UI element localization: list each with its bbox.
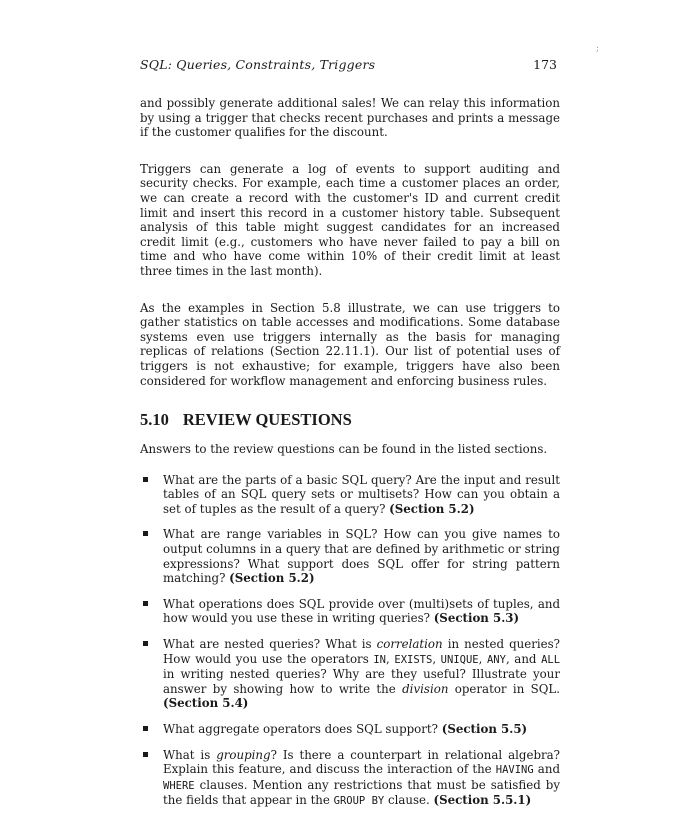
paragraph-1: and possibly generate additional sales! We can relay this information by using a trigger that checks recent purchases and prints a message if the customer qualifies for the discount. xyxy=(140,96,560,140)
review-question-4 xyxy=(140,637,560,711)
question-text: clauses. Mention any restrictions that must be satisfied by the fields that appear in the xyxy=(163,777,560,808)
bullet-icon xyxy=(143,752,148,757)
running-head xyxy=(140,57,560,77)
question-text: clause. xyxy=(384,793,430,808)
section-title: REVIEW QUESTIONS xyxy=(182,410,352,430)
section-reference: (Section 5.5) xyxy=(441,722,528,736)
emphasis-term: grouping xyxy=(216,747,271,762)
review-question-1 xyxy=(140,473,560,517)
question-text: What are nested queries? What is xyxy=(163,637,377,652)
page-body xyxy=(140,96,560,820)
separator: , xyxy=(386,651,395,666)
sql-keyword: IN xyxy=(373,653,387,666)
review-question-2 xyxy=(140,527,560,585)
question-text: What are the parts of a basic SQL query? Are the input and result tables of an SQL query sets or multisets? How can you obtain a set of tuples as the result of a query? xyxy=(163,472,560,516)
bullet-icon xyxy=(143,601,148,606)
separator: , xyxy=(478,651,487,666)
sql-keyword: UNIQUE xyxy=(440,653,479,666)
review-question-5 xyxy=(140,722,560,737)
sql-keyword: GROUP BY xyxy=(333,795,385,808)
bullet-icon xyxy=(143,531,148,536)
section-reference: (Section 5.2) xyxy=(229,571,315,586)
sql-keyword: ALL xyxy=(541,653,561,666)
question-text: operator in SQL. xyxy=(448,681,561,696)
question-text: What operations does SQL provide over (multi)sets of tuples, and how would you use these in writing queries? xyxy=(163,596,560,626)
section-reference: (Section 5.4) xyxy=(163,696,249,711)
sql-keyword: ANY xyxy=(486,653,506,666)
section-reference: (Section 5.5.1) xyxy=(433,793,532,808)
separator: and xyxy=(533,762,560,777)
separator: , and xyxy=(505,651,542,666)
section-heading xyxy=(140,410,560,430)
section-reference: (Section 5.3) xyxy=(433,611,520,626)
sql-keyword: EXISTS xyxy=(394,653,433,666)
review-question-list xyxy=(140,473,560,809)
question-text: in writing nested queries? Why are they useful? Illustrate your answer by showing how to write the xyxy=(163,667,560,696)
question-text: What are range variables in SQL? How can you give names to output columns in a query that are defined by arithmetic or string expressions? What support does SQL offer for string pattern matching? xyxy=(163,527,560,586)
bullet-icon xyxy=(143,726,148,731)
question-text: What is xyxy=(163,747,217,762)
section-intro: Answers to the review questions can be found in the listed sections. xyxy=(140,442,548,457)
paragraph-3: As the examples in Section 5.8 illustrate, we can use triggers to gather statistics on table accesses and modifications. Some database systems even use triggers internally as the basis for managing replicas of relations (Section 22.11.1). Our list of potential uses of triggers is not exhaustive; for example, triggers have also been considered for workflow management and enforcing business rules. xyxy=(140,300,560,388)
question-text: in nested queries? How would you use the operators xyxy=(163,637,560,666)
section-reference: (Section 5.2) xyxy=(389,501,475,516)
emphasis-term: correlation xyxy=(376,637,443,652)
question-text: ? Is there a counterpart in relational algebra? Explain this feature, and discuss the interaction of the xyxy=(163,747,560,777)
page-number: 173 xyxy=(533,57,557,72)
sql-keyword: WHERE xyxy=(163,779,195,792)
paragraph-2: Triggers can generate a log of events to support auditing and security checks. For example, each time a customer places an order, we can create a record with the customer's ID and current credit limit and insert this record in a customer history table. Subsequent analysis of this table might suggest candidates for an increased credit limit (e.g., customers who have never failed to pay a bill on time and who have come within 10% of their credit limit at least three times in the last month). xyxy=(140,161,560,278)
bullet-icon xyxy=(143,641,148,646)
sql-keyword: HAVING xyxy=(495,764,534,777)
running-title: SQL: Queries, Constraints, Triggers xyxy=(140,57,376,72)
question-text: What aggregate operators does SQL support? xyxy=(163,722,438,736)
separator: , xyxy=(432,651,441,666)
bullet-icon xyxy=(143,477,148,482)
margin-mark: ; xyxy=(596,44,600,54)
review-question-3 xyxy=(140,597,560,626)
section-number: 5.10 xyxy=(140,410,169,430)
emphasis-term: division xyxy=(402,681,449,696)
